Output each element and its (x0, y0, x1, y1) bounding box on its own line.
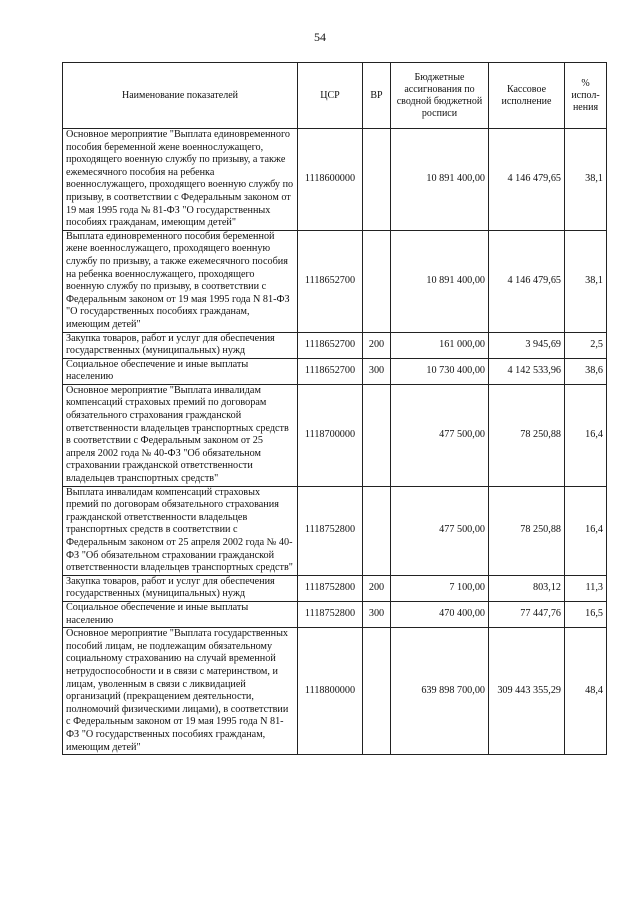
row-allocation-cell: 639 898 700,00 (391, 628, 489, 755)
table-row (63, 384, 607, 486)
row-csr-cell: 1118800000 (298, 628, 363, 755)
row-allocation-cell: 10 891 400,00 (391, 230, 489, 332)
row-cash-cell: 803,12 (489, 575, 565, 601)
budget-execution-table (62, 62, 607, 755)
table-row (63, 628, 607, 755)
row-vr-cell (363, 628, 391, 755)
row-cash-cell: 4 146 479,65 (489, 129, 565, 231)
row-allocation-cell: 161 000,00 (391, 332, 489, 358)
table-body (63, 129, 607, 755)
row-csr-cell: 1118652700 (298, 358, 363, 384)
table-row (63, 601, 607, 627)
row-name-cell: Закупка товаров, работ и услуг для обеспечения государственных (муниципальных) нужд (63, 575, 298, 601)
row-csr-cell: 1118652700 (298, 230, 363, 332)
row-vr-cell (363, 129, 391, 231)
table-row (63, 358, 607, 384)
row-percent-cell: 38,6 (565, 358, 607, 384)
row-vr-cell (363, 486, 391, 575)
row-vr-cell: 300 (363, 358, 391, 384)
row-cash-cell: 78 250,88 (489, 486, 565, 575)
row-csr-cell: 1118700000 (298, 384, 363, 486)
row-name-cell: Выплата инвалидам компенсаций страховых премий по договорам обязательного страхования гражданской ответственности владельцев транспортных средств в соответствии с Федеральным законом от 25 апреля 2002 года № 40-ФЗ "Об обязательном страховании гражданской ответственности владельцев транспортных средств" (63, 486, 298, 575)
row-percent-cell: 11,3 (565, 575, 607, 601)
table-row (63, 332, 607, 358)
row-allocation-cell: 470 400,00 (391, 601, 489, 627)
row-percent-cell: 2,5 (565, 332, 607, 358)
row-cash-cell: 4 142 533,96 (489, 358, 565, 384)
row-percent-cell: 48,4 (565, 628, 607, 755)
row-vr-cell: 300 (363, 601, 391, 627)
table-header-row (63, 63, 607, 129)
header-cash-execution: Кассовое исполнение (489, 63, 565, 129)
table-row (63, 230, 607, 332)
row-allocation-cell: 10 891 400,00 (391, 129, 489, 231)
row-cash-cell: 4 146 479,65 (489, 230, 565, 332)
row-cash-cell: 78 250,88 (489, 384, 565, 486)
row-csr-cell: 1118652700 (298, 332, 363, 358)
header-csr: ЦСР (298, 63, 363, 129)
row-vr-cell (363, 384, 391, 486)
table-row (63, 575, 607, 601)
row-csr-cell: 1118752800 (298, 601, 363, 627)
row-percent-cell: 16,4 (565, 486, 607, 575)
row-csr-cell: 1118752800 (298, 575, 363, 601)
row-name-cell: Закупка товаров, работ и услуг для обеспечения государственных (муниципальных) нужд (63, 332, 298, 358)
table-row (63, 129, 607, 231)
row-name-cell: Социальное обеспечение и иные выплаты населению (63, 601, 298, 627)
row-name-cell: Социальное обеспечение и иные выплаты населению (63, 358, 298, 384)
row-csr-cell: 1118600000 (298, 129, 363, 231)
row-csr-cell: 1118752800 (298, 486, 363, 575)
row-allocation-cell: 477 500,00 (391, 384, 489, 486)
row-cash-cell: 77 447,76 (489, 601, 565, 627)
row-percent-cell: 16,5 (565, 601, 607, 627)
row-cash-cell: 3 945,69 (489, 332, 565, 358)
header-allocations: Бюджетные ассигнования по сводной бюджетной росписи (391, 63, 489, 129)
row-name-cell: Основное мероприятие "Выплата единовременного пособия беременной жене военнослужащего, проходящего военную службу по призыву, а также ежемесячного пособия на ребенка военнослужащего, проходящего военную службу по призыву, в соответствии с Федеральным законом от 19 мая 1995 года № 81-ФЗ "О государственных пособиях гражданам, имеющим детей" (63, 129, 298, 231)
row-percent-cell: 16,4 (565, 384, 607, 486)
row-percent-cell: 38,1 (565, 129, 607, 231)
row-cash-cell: 309 443 355,29 (489, 628, 565, 755)
row-allocation-cell: 7 100,00 (391, 575, 489, 601)
row-name-cell: Основное мероприятие "Выплата государственных пособий лицам, не подлежащим обязательному социальному страхованию на случай временной нетрудоспособности и в связи с материнством, и лицам, уволенным в связи с ликвидацией организаций (прекращением деятельности, полномочий физическими лицами), в соответствии с Федеральным законом от 19 мая 1995 года N 81-ФЗ "О государственных пособиях гражданам, имеющим детей" (63, 628, 298, 755)
header-percent-execution: % испол-нения (565, 63, 607, 129)
row-percent-cell: 38,1 (565, 230, 607, 332)
header-vr: ВР (363, 63, 391, 129)
row-allocation-cell: 477 500,00 (391, 486, 489, 575)
row-allocation-cell: 10 730 400,00 (391, 358, 489, 384)
header-name: Наименование показателей (63, 63, 298, 129)
row-name-cell: Выплата единовременного пособия беременной жене военнослужащего, проходящего военную службу по призыву, а также ежемесячного пособия на ребенка военнослужащего, проходящего военную службу по призыву, в соответствии с Федеральным законом от 19 мая 1995 года N 81-ФЗ "О государственных пособиях гражданам, имеющим детей" (63, 230, 298, 332)
page-number: 54 (314, 30, 326, 44)
row-vr-cell: 200 (363, 575, 391, 601)
row-name-cell: Основное мероприятие "Выплата инвалидам компенсаций страховых премий по договорам обязательного страхования гражданской ответственности владельцев транспортных средств в соответствии с Федеральным законом от 25 апреля 2002 года № 40-ФЗ "Об обязательном страховании гражданской ответственности владельцев транспортных средств" (63, 384, 298, 486)
row-vr-cell (363, 230, 391, 332)
table-row (63, 486, 607, 575)
row-vr-cell: 200 (363, 332, 391, 358)
